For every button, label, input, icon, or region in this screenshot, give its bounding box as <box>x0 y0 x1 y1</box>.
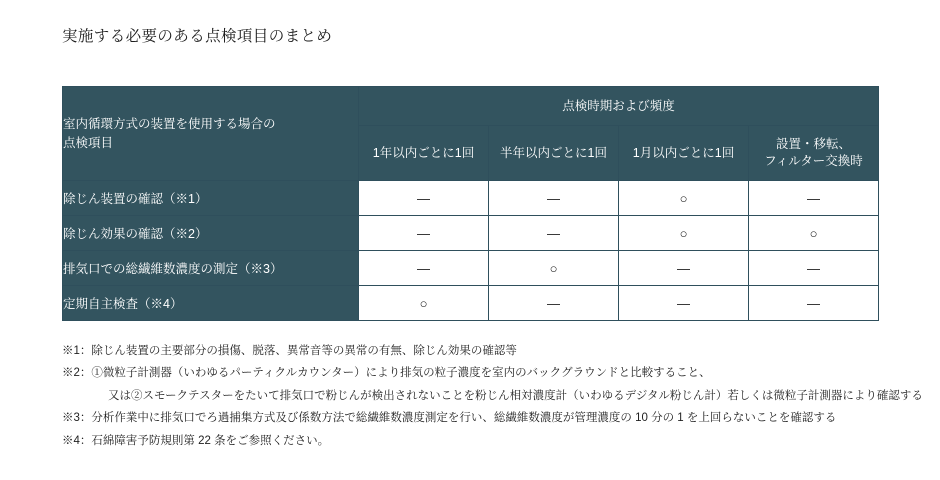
cell-r1-c1: — <box>489 216 619 251</box>
table-header-row-top <box>63 87 879 126</box>
cell-r2-c1: ○ <box>489 251 619 286</box>
row-label-dust-device-check: 除じん装置の確認（※1） <box>63 181 359 216</box>
table-row <box>63 251 879 286</box>
page-title: 実施する必要のある点検項目のまとめ <box>62 28 333 45</box>
column-header-yearly: 1年以内ごとに1回 <box>359 126 489 181</box>
cell-r0-c3: — <box>749 181 879 216</box>
cell-r3-c3: — <box>749 286 879 321</box>
row-label-periodic-inspection: 定期自主検査（※4） <box>63 286 359 321</box>
footnote-4: ※4：石綿障害予防規則第 22 条をご参照ください。 <box>62 434 330 447</box>
table-row <box>63 216 879 251</box>
column-header-install-filter-line1: 設置・移転、 <box>776 137 852 152</box>
cell-r2-c3: — <box>749 251 879 286</box>
inspection-table-container <box>62 86 878 321</box>
column-header-install-filter <box>749 126 879 181</box>
footnote-1: ※1：除じん装置の主要部分の損傷、脱落、異常音等の異常の有無、除じん効果の確認等 <box>62 345 517 357</box>
table-row <box>63 286 879 321</box>
cell-r2-c2: — <box>619 251 749 286</box>
cell-r2-c0: — <box>359 251 489 286</box>
row-label-fiber-concentration: 排気口での総繊維数濃度の測定（※3） <box>63 251 359 286</box>
column-header-monthly: 1月以内ごとに1回 <box>619 126 749 181</box>
footnote-3: ※3：分析作業中に排気口でろ過捕集方式及び係数方法で総繊維数濃度測定を行い、総繊維数濃度が管理濃度の 10 分の 1 を上回らないことを確認する <box>62 412 837 425</box>
row-header-title <box>63 87 359 181</box>
cell-r0-c1: — <box>489 181 619 216</box>
column-header-install-filter-line2: フィルター交換時 <box>764 154 863 168</box>
cell-r3-c2: — <box>619 286 749 321</box>
footnotes <box>62 340 922 452</box>
cell-r1-c3: ○ <box>749 216 879 251</box>
cell-r0-c2: ○ <box>619 181 749 216</box>
group-header-timing: 点検時期および頻度 <box>359 87 879 126</box>
table-row <box>63 181 879 216</box>
cell-r1-c0: — <box>359 216 489 251</box>
row-header-title-line2: 点検項目 <box>63 135 114 150</box>
column-header-halfyearly: 半年以内ごとに1回 <box>489 126 619 181</box>
cell-r1-c2: ○ <box>619 216 749 251</box>
cell-r3-c1: — <box>489 286 619 321</box>
row-label-dust-effect-check: 除じん効果の確認（※2） <box>63 216 359 251</box>
inspection-table <box>62 86 879 321</box>
footnote-2-cont: 又は②スモークテスターをたいて排気口で粉じんが検出されないことを粉じん相対濃度計（いわゆるデジタル粉じん計）若しくは微粒子計測器により確認する <box>108 389 923 402</box>
row-header-title-line1: 室内循環方式の装置を使用する場合の <box>63 116 276 131</box>
footnote-2: ※2：①微粒子計測器（いわゆるパーティクルカウンター）により排気の粒子濃度を室内のバックグラウンドと比較すること、 <box>62 367 711 380</box>
cell-r3-c0: ○ <box>359 286 489 321</box>
cell-r0-c0: — <box>359 181 489 216</box>
